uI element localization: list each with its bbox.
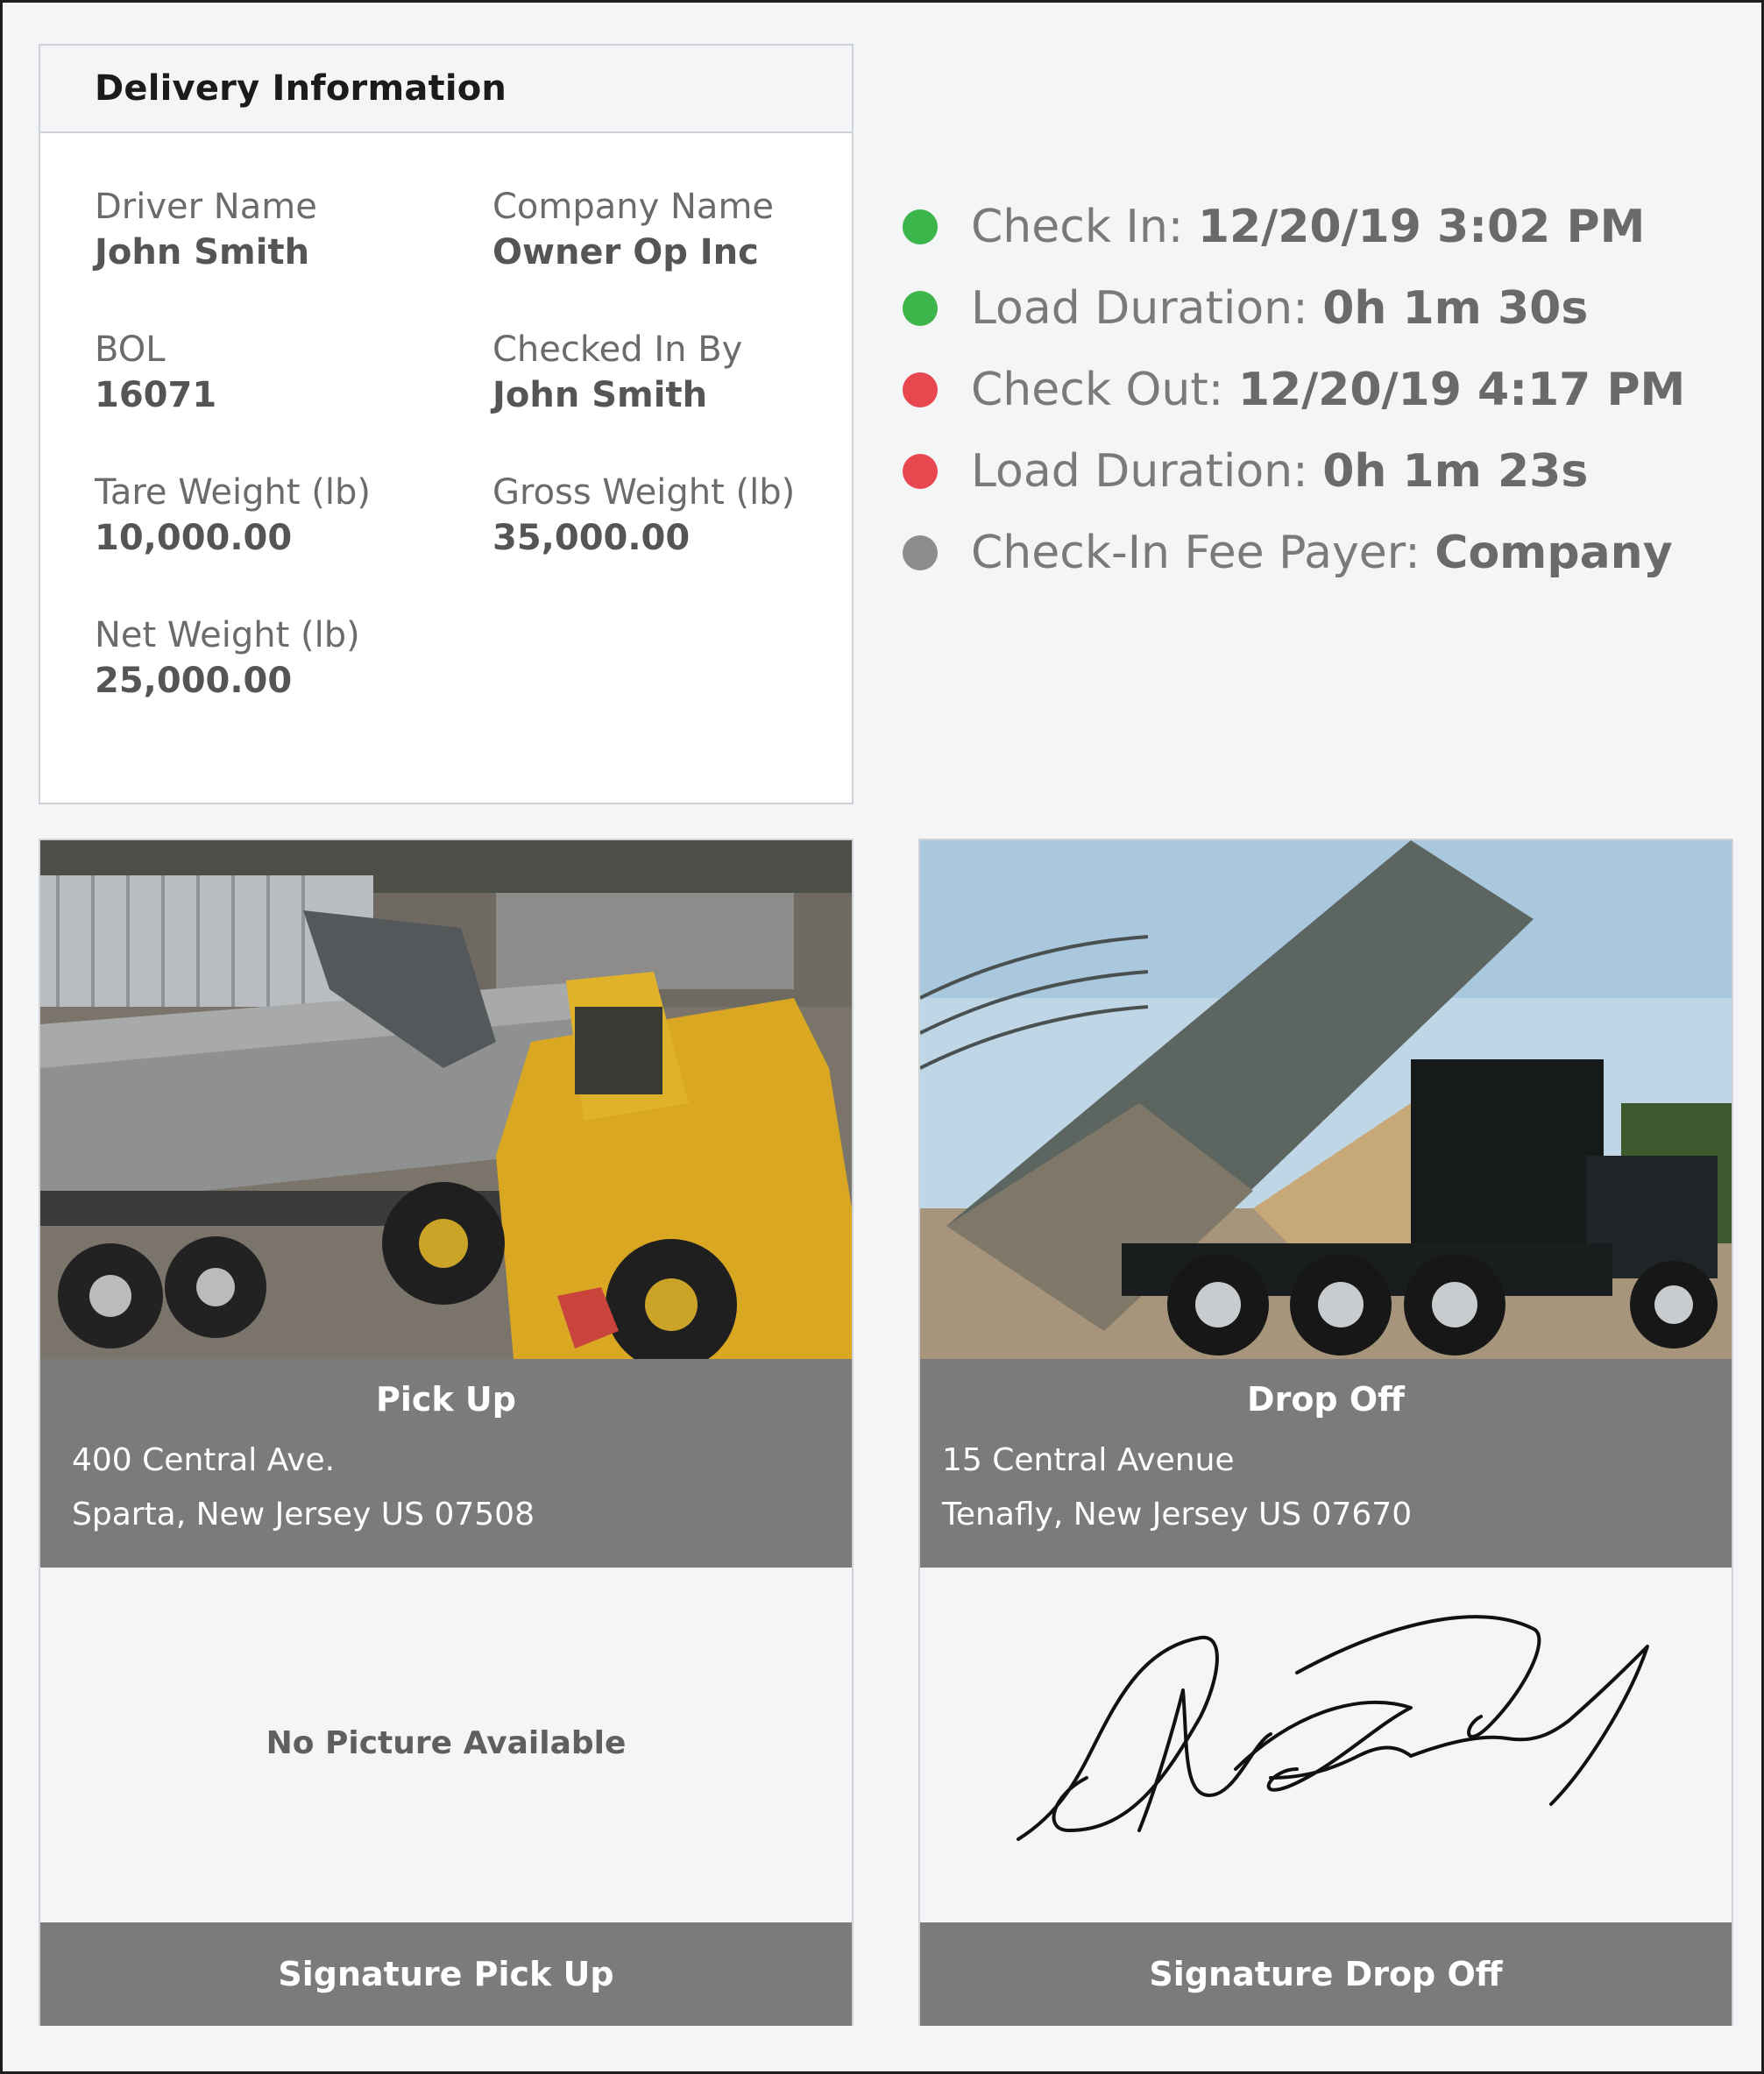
checked-in-by-value: John Smith: [492, 375, 708, 415]
status-dot-icon: [903, 291, 938, 326]
bol-value: 16071: [95, 375, 217, 415]
pickup-info: [40, 1359, 852, 1568]
driver-name-field: [95, 184, 317, 275]
pickup-address-line1: 400 Central Ave.: [72, 1442, 336, 1478]
tare-weight-label: Tare Weight (lb): [95, 472, 371, 513]
status-value: Company: [1435, 526, 1673, 579]
net-weight-field: [95, 612, 360, 704]
dropoff-info: [920, 1359, 1732, 1568]
pickup-photo[interactable]: [40, 840, 852, 1359]
status-load-duration-in: [903, 267, 1685, 349]
net-weight-label: Net Weight (lb): [95, 615, 360, 655]
pickup-address-line2: Sparta, New Jersey US 07508: [72, 1497, 535, 1532]
tare-weight-field: [95, 470, 371, 561]
status-dot-icon: [903, 454, 938, 489]
pickup-card: [39, 839, 854, 2026]
company-name-label: Company Name: [492, 187, 775, 227]
status-check-out: [903, 349, 1685, 430]
gross-weight-field: [492, 470, 795, 561]
dropoff-title: Drop Off: [1247, 1380, 1405, 1419]
status-value: 0h 1m 30s: [1322, 281, 1589, 335]
status-dot-icon: [903, 372, 938, 407]
company-name-value: Owner Op Inc: [492, 232, 759, 273]
pickup-signature-area: [40, 1568, 852, 1922]
status-value: 0h 1m 23s: [1322, 444, 1589, 498]
no-picture-text: No Picture Available: [266, 1725, 627, 1761]
driver-name-value: John Smith: [95, 232, 310, 273]
delivery-information-card: [39, 44, 854, 804]
net-weight-value: 25,000.00: [95, 661, 293, 701]
status-label: Load Duration:: [971, 281, 1308, 335]
delivery-information-header: [40, 46, 852, 133]
gross-weight-label: Gross Weight (lb): [492, 472, 796, 513]
status-list: [903, 186, 1685, 593]
dump-truck-photo-icon: [920, 840, 1732, 1359]
checked-in-by-label: Checked In By: [492, 329, 743, 370]
status-dot-icon: [903, 209, 938, 244]
status-fee-payer: [903, 512, 1685, 593]
dropoff-card: [918, 839, 1733, 2026]
status-check-in: [903, 186, 1685, 267]
dropoff-signature-area: [920, 1568, 1732, 1922]
dropoff-photo[interactable]: [920, 840, 1732, 1359]
status-label: Check Out:: [971, 363, 1224, 416]
status-label: Check-In Fee Payer:: [971, 526, 1420, 579]
signature-pickup-button[interactable]: Signature Pick Up: [40, 1922, 852, 2026]
bol-field: [95, 327, 216, 418]
driver-name-label: Driver Name: [95, 187, 317, 227]
dropoff-address-line1: 15 Central Avenue: [942, 1442, 1235, 1478]
checked-in-by-field: [492, 327, 742, 418]
tare-weight-value: 10,000.00: [95, 518, 293, 558]
loader-truck-photo-icon: [40, 840, 852, 1359]
status-value: 12/20/19 4:17 PM: [1237, 363, 1686, 416]
signature-dropoff-button[interactable]: Signature Drop Off: [920, 1922, 1732, 2026]
delivery-information-title: Delivery Information: [95, 68, 507, 109]
status-value: 12/20/19 3:02 PM: [1197, 200, 1646, 253]
pickup-title: Pick Up: [376, 1380, 516, 1419]
signature-image-icon: [920, 1568, 1732, 1922]
status-load-duration-out: [903, 430, 1685, 512]
bol-label: BOL: [95, 329, 166, 370]
gross-weight-value: 35,000.00: [492, 518, 691, 558]
company-name-field: [492, 184, 774, 275]
status-label: Load Duration:: [971, 444, 1308, 498]
status-label: Check In:: [971, 200, 1184, 253]
status-dot-icon: [903, 535, 938, 570]
dropoff-address-line2: Tenafly, New Jersey US 07670: [942, 1497, 1413, 1532]
